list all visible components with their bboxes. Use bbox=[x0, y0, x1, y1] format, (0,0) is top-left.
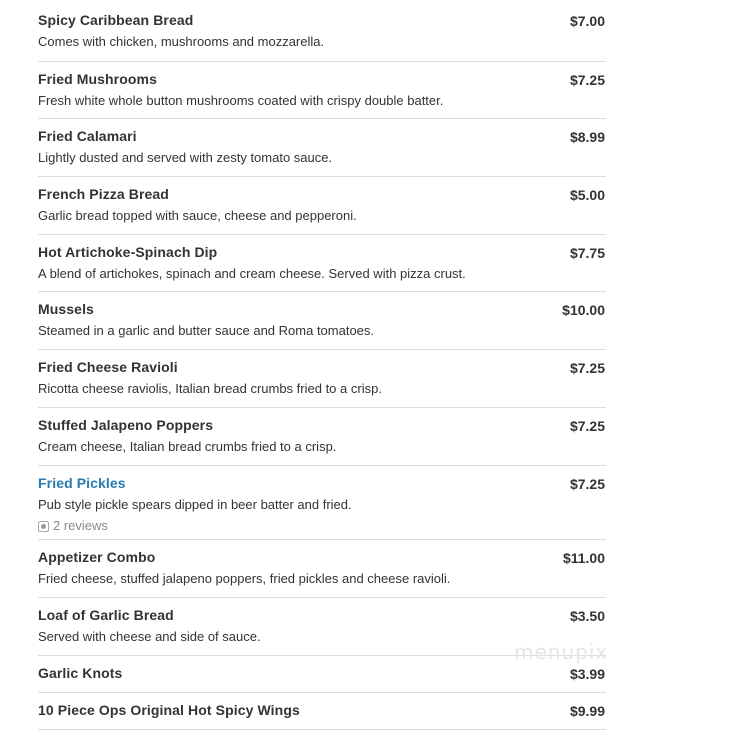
item-description: Pub style pickle spears dipped in beer batter and fried. bbox=[38, 497, 352, 512]
item-description: Cream cheese, Italian bread crumbs fried to a crisp. bbox=[38, 439, 337, 454]
item-description: Fried cheese, stuffed jalapeno poppers, fried pickles and cheese ravioli. bbox=[38, 571, 451, 586]
item-name: French Pizza Bread bbox=[38, 186, 169, 202]
item-description: Lightly dusted and served with zesty tomato sauce. bbox=[38, 150, 333, 165]
item-description: Garlic bread topped with sauce, cheese and pepperoni. bbox=[38, 208, 357, 223]
item-name: Mussels bbox=[38, 301, 94, 317]
menu-item bbox=[38, 350, 606, 408]
item-price: $3.99 bbox=[569, 666, 605, 682]
reviews-count: 2 reviews bbox=[53, 518, 108, 533]
item-description: Ricotta cheese raviolis, Italian bread crumbs fried to a crisp. bbox=[38, 381, 382, 396]
item-name: Hot Artichoke-Spinach Dip bbox=[38, 244, 218, 260]
watermark-logo: menupix bbox=[514, 640, 609, 664]
item-name: Garlic Knots bbox=[38, 665, 123, 681]
menu-item bbox=[38, 292, 606, 350]
item-description: Fresh white whole button mushrooms coated with crispy double batter. bbox=[38, 93, 444, 108]
item-price: $9.99 bbox=[569, 703, 605, 719]
menu-item bbox=[38, 408, 606, 466]
item-name: Appetizer Combo bbox=[38, 549, 156, 565]
item-description: A blend of artichokes, spinach and cream cheese. Served with pizza crust. bbox=[38, 266, 466, 281]
item-name: 10 Piece Ops Original Hot Spicy Wings bbox=[38, 702, 300, 718]
item-description: Comes with chicken, mushrooms and mozzarella. bbox=[38, 34, 325, 49]
menu-item bbox=[38, 540, 606, 598]
item-price: $3.50 bbox=[569, 608, 605, 624]
item-name: Loaf of Garlic Bread bbox=[38, 607, 174, 623]
item-price: $10.00 bbox=[562, 302, 605, 318]
item-description: Steamed in a garlic and butter sauce and Roma tomatoes. bbox=[38, 323, 375, 338]
item-price: $7.25 bbox=[569, 72, 605, 88]
item-name: Spicy Caribbean Bread bbox=[38, 12, 194, 28]
item-name: Fried Mushrooms bbox=[38, 71, 157, 87]
menu-item bbox=[38, 4, 606, 62]
item-name-link[interactable]: Fried Pickles bbox=[38, 475, 126, 491]
item-name: Fried Calamari bbox=[38, 128, 137, 144]
menu-item bbox=[38, 177, 606, 235]
item-price: $7.25 bbox=[569, 476, 605, 492]
review-icon bbox=[38, 521, 49, 532]
item-price: $7.00 bbox=[569, 13, 605, 29]
menu-item bbox=[38, 466, 606, 540]
menu-item bbox=[38, 693, 606, 730]
item-description: Served with cheese and side of sauce. bbox=[38, 629, 261, 644]
item-price: $7.75 bbox=[569, 245, 605, 261]
menu-list bbox=[38, 4, 609, 730]
menu-item bbox=[38, 119, 606, 177]
item-price: $5.00 bbox=[569, 187, 605, 203]
item-price: $7.25 bbox=[569, 360, 605, 376]
menu-item bbox=[38, 62, 606, 119]
item-price: $8.99 bbox=[569, 129, 605, 145]
menu-item bbox=[38, 235, 606, 292]
item-price: $7.25 bbox=[569, 418, 605, 434]
item-name: Fried Cheese Ravioli bbox=[38, 359, 178, 375]
reviews-link[interactable] bbox=[38, 518, 606, 534]
item-name: Stuffed Jalapeno Poppers bbox=[38, 417, 214, 433]
item-price: $11.00 bbox=[562, 550, 605, 566]
